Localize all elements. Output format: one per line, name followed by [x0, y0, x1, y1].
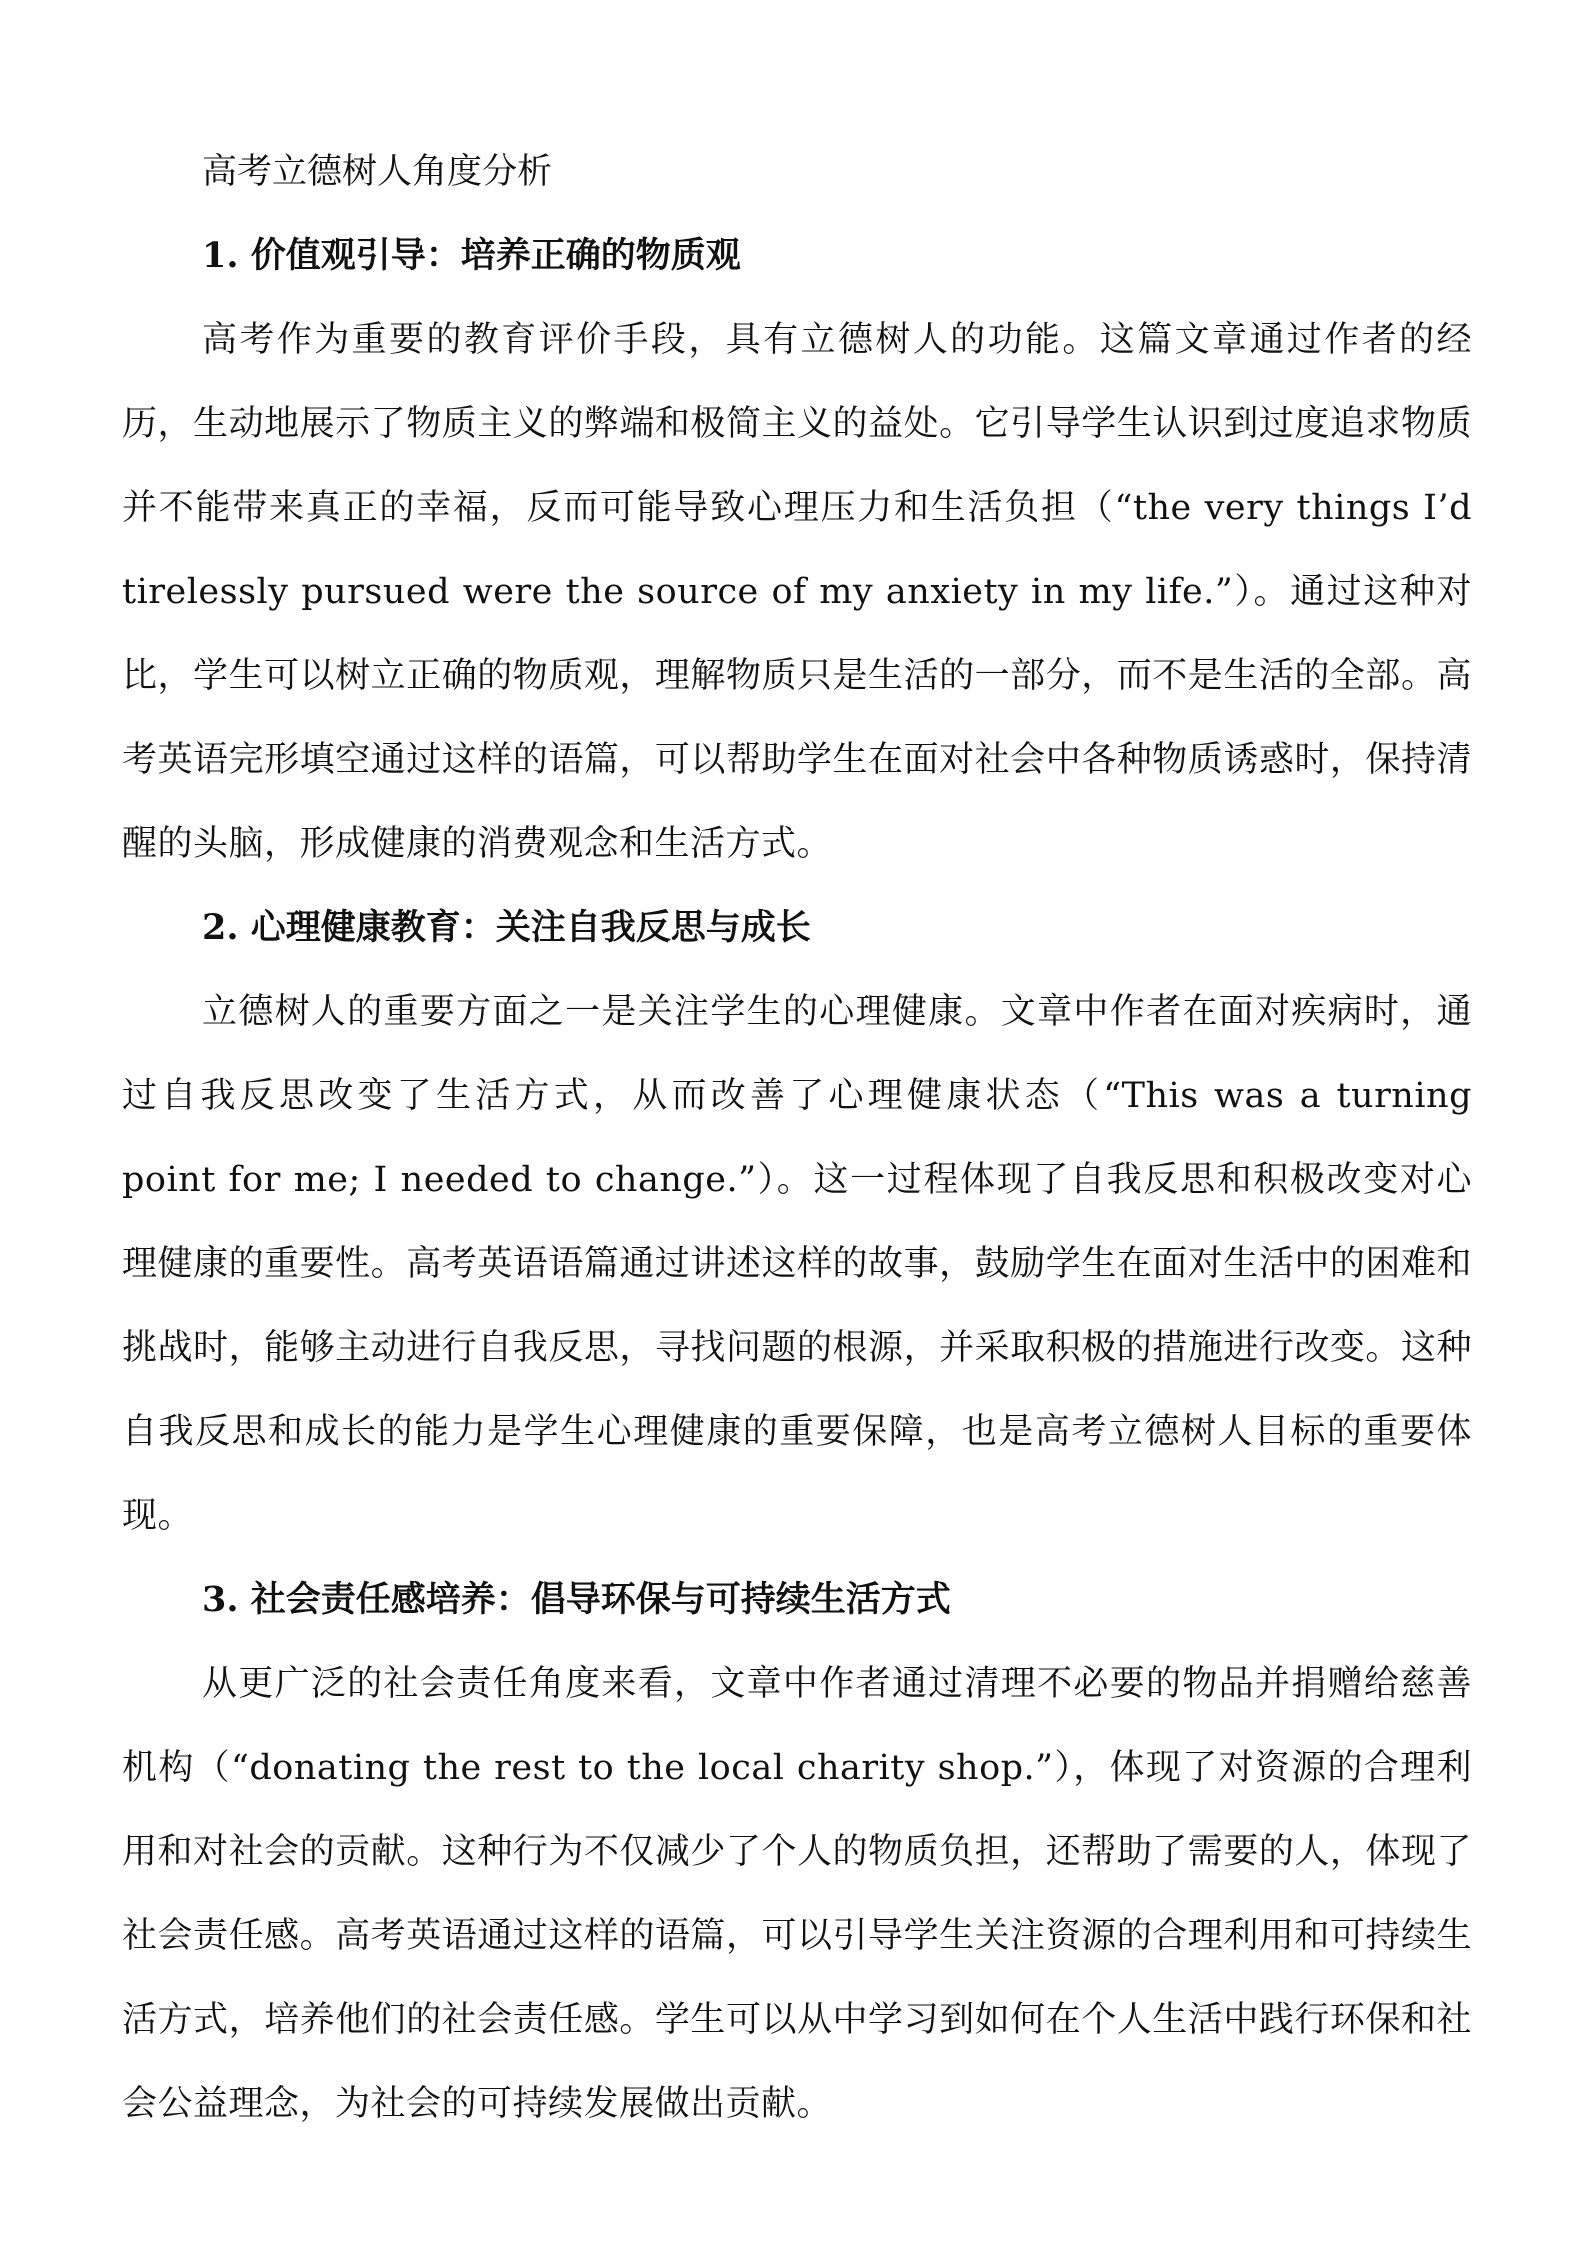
document-title: 高考立德树人角度分析	[202, 152, 553, 192]
section-paragraph-3: 从更广泛的社会责任角度来看，文章中作者通过清理不必要的物品并捐赠给慈善机构（“donating the rest to the local charity shop.”），体现了对资源的合理利用和对社会的贡献。这种行为不仅减少了个人的物质负担，还帮助了需要的人，体现了社会责任感。高考英语通过这样的语篇，可以引导学生关注资源的合理利用和可持续生活方式，培养他们的社会责任感。学生可以从中学习到如何在个人生活中践行环保和社会公益理念，为社会的可持续发展做出贡献。	[122, 1664, 1472, 2124]
section-heading-1: 1. 价值观引导：培养正确的物质观	[202, 235, 741, 276]
document-page	[122, 130, 1472, 2146]
section-paragraph-2: 立德树人的重要方面之一是关注学生的心理健康。文章中作者在面对疾病时，通过自我反思改变了生活方式，从而改善了心理健康状态（“This was a turning point for me; I needed to change.”）。这一过程体现了自我反思和积极改变对心理健康的重要性。高考英语语篇通过讲述这样的故事，鼓励学生在面对生活中的困难和挑战时，能够主动进行自我反思，寻找问题的根源，并采取积极的措施进行改变。这种自我反思和成长的能力是学生心理健康的重要保障，也是高考立德树人目标的重要体现。	[122, 992, 1472, 1536]
section-heading-2: 2. 心理健康教育：关注自我反思与成长	[202, 907, 811, 948]
section-paragraph-1: 高考作为重要的教育评价手段，具有立德树人的功能。这篇文章通过作者的经历，生动地展示了物质主义的弊端和极简主义的益处。它引导学生认识到过度追求物质并不能带来真正的幸福，反而可能导致心理压力和生活负担（“the very things I’d tirelessly pursued were the source of my anxiety in my life.”）。通过这种对比，学生可以树立正确的物质观，理解物质只是生活的一部分，而不是生活的全部。高考英语完形填空通过这样的语篇，可以帮助学生在面对社会中各种物质诱惑时，保持清醒的头脑，形成健康的消费观念和生活方式。	[122, 320, 1472, 864]
section-heading-3: 3. 社会责任感培养：倡导环保与可持续生活方式	[202, 1579, 951, 1620]
